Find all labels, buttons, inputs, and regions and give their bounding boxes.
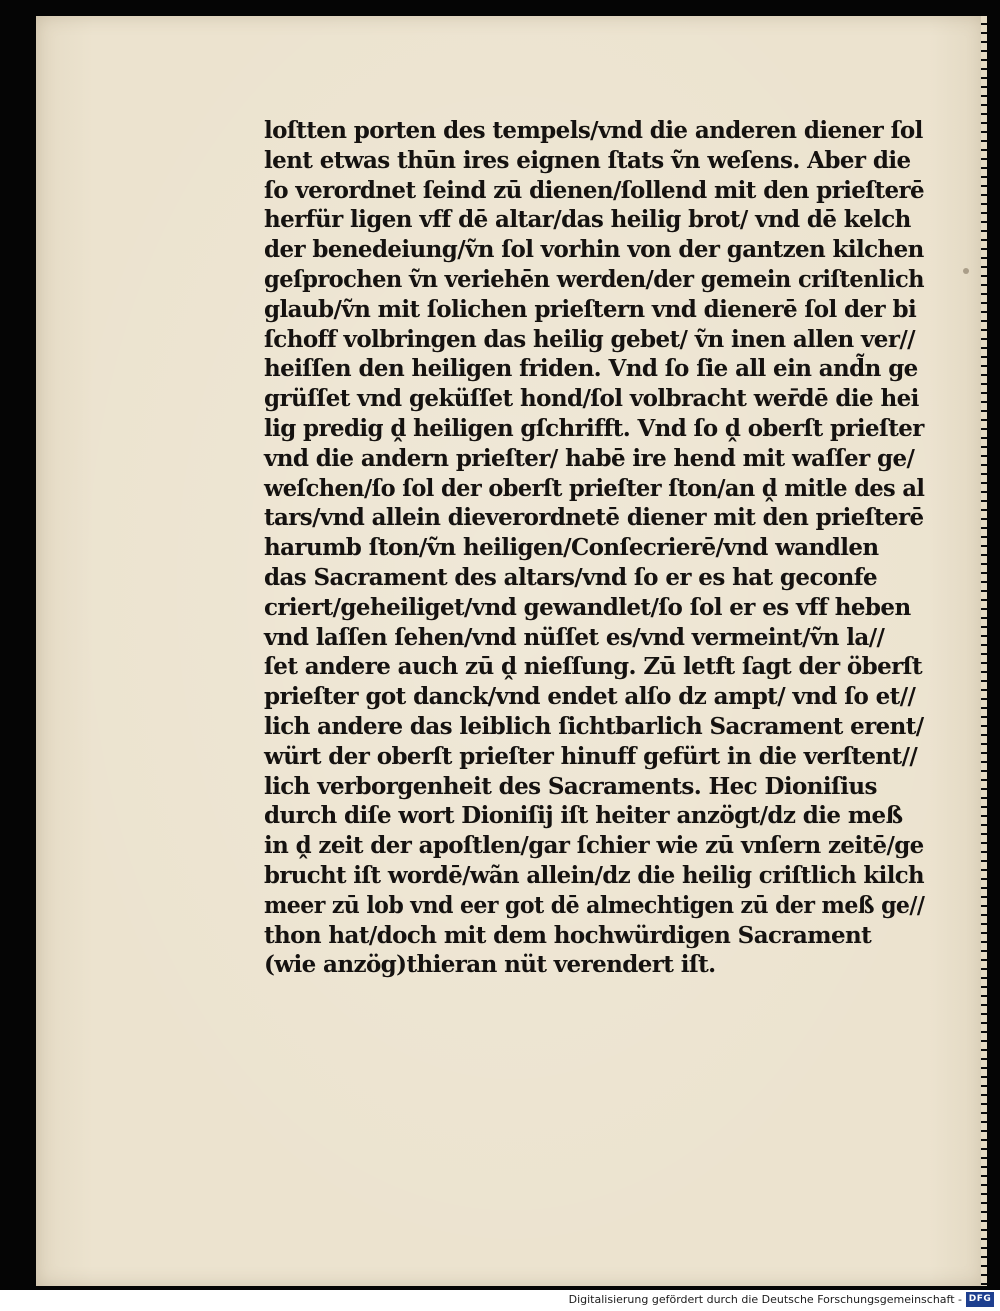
footer-credit: Digitalisierung gefördert durch die Deutsche Forschungsgemeinschaft -	[568, 1293, 962, 1306]
text-line: würt der oberſt prieſter hinuff gefürt in die verſtent//	[264, 742, 918, 770]
text-line: glaub/ṽn mit ſolichen prieſtern vnd dienerē ſol der bi	[264, 295, 917, 323]
page-edge	[981, 16, 987, 1286]
text-line: vnd die andern prieſter/ habē ire hend mit waſſer ge/	[264, 444, 915, 472]
printed-text-block	[264, 116, 924, 980]
text-line: durch diſe wort Dioniſij iſt heiter anzögt/dz die meß	[264, 802, 903, 830]
text-line: das Sacrament des altars/vnd ſo er es hat geconfe	[264, 563, 878, 591]
text-line: vnd laſſen ſehen/vnd nüſſet es/vnd vermeint/ṽn la//	[264, 623, 885, 651]
text-line: der benedeiung/ṽn ſol vorhin von der gantzen kilchen	[264, 236, 924, 264]
text-line: harumb ſton/ṽn heiligen/Conſecrierē/vnd wandlen	[264, 534, 879, 562]
text-line: lich andere das leiblich ſichtbarlich Sacrament erent/	[264, 712, 924, 740]
text-line: (wie anzög)thieran nüt verendert iſt.	[264, 951, 716, 979]
text-line: geſprochen ṽn veriehēn werden/der gemein criſtenlich	[264, 265, 925, 293]
text-line: brucht iſt wordē/wãn allein/dz die heilig criſtlich kilch	[264, 861, 925, 889]
text-line: lent etwas thūn ires eignen ſtats ṽn weſens. Aber die	[264, 146, 911, 174]
text-line: meer zū lob vnd eer got dē almechtigen zū der meß ge//	[264, 891, 925, 919]
text-line: grüſſet vnd geküſſet hond/ſol volbracht wer̄dē die hei	[264, 385, 919, 413]
text-line: in ḓ zeit der apoſtlen/gar ſchier wie zū vnſern zeitē/ge	[264, 832, 924, 860]
text-line: thon hat/doch mit dem hochwürdigen Sacrament	[264, 921, 872, 949]
text-line: tars/vnd allein dieverordnetē diener mit den prieſterē	[264, 504, 924, 532]
text-line: lig predig ḓ heiligen gſchrifft. Vnd ſo ḓ oberſt prieſter	[264, 414, 924, 442]
text-line: loſtten porten des tempels/vnd die anderen diener ſol	[264, 117, 923, 144]
text-line: heiſſen den heiligen friden. Vnd ſo ſie all ein and̃n ge	[264, 355, 918, 383]
text-line: ſet andere auch zū ḓ nieſſung. Zū letft ſagt der öberſt	[264, 653, 922, 681]
text-line: ſchoff volbringen das heilig gebet/ ṽn inen allen ver//	[264, 325, 915, 353]
text-line: prieſter got danck/vnd endet alſo dz ampt/ vnd ſo et//	[264, 683, 916, 711]
text-line: lich verborgenheit des Sacraments. Hec Dioniſius	[264, 772, 877, 800]
text-line: herfür ligen vff dē altar/das heilig brot/ vnd dē kelch	[264, 206, 911, 234]
text-line: weſchen/ſo ſol der oberſt prieſter ſton/an ḓ mitle des al	[264, 474, 925, 502]
text-line: criert/geheiliget/vnd gewandlet/ſo ſol er es vff heben	[264, 593, 911, 621]
dfg-logo: DFG	[966, 1292, 994, 1307]
text-line: ſo verordnet ſeind zū dienen/ſollend mit den prieſterē	[264, 176, 925, 204]
ink-spot	[963, 268, 969, 274]
